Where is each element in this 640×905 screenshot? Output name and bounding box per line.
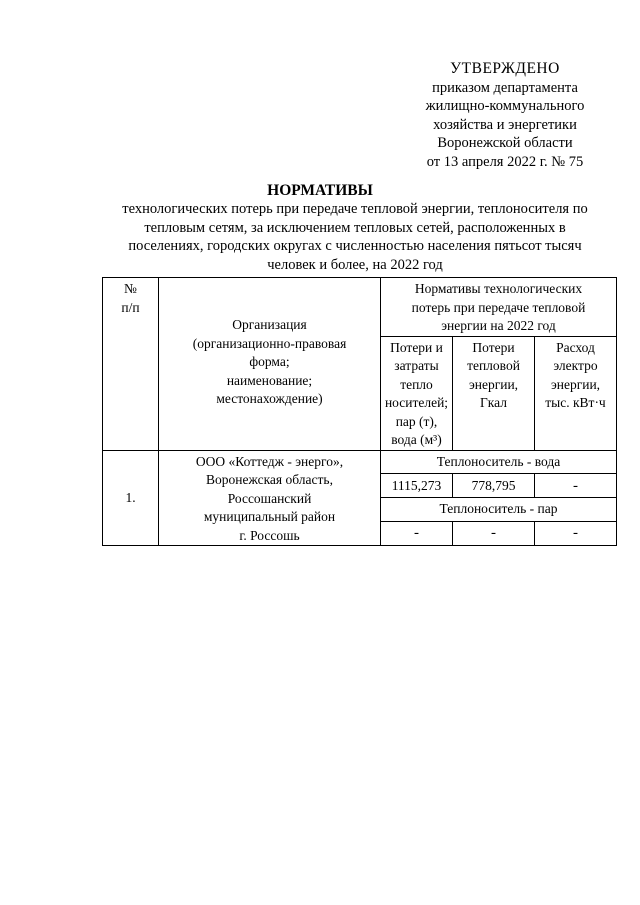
approval-line: хозяйства и энергетики bbox=[433, 116, 577, 133]
subheader-line: вода (м³) bbox=[391, 432, 442, 447]
steam-coolant-losses-value: - bbox=[381, 522, 453, 546]
header-norms-line: энергии на 2022 год bbox=[441, 318, 556, 333]
steam-electricity-value: - bbox=[535, 522, 617, 546]
approval-line: приказом департамента bbox=[432, 79, 578, 96]
subheader-line: тыс. кВт·ч bbox=[545, 395, 606, 410]
document-title: НОРМАТИВЫ bbox=[267, 182, 373, 199]
subheader-line: пар (т), bbox=[395, 413, 438, 429]
subheader-line: электро bbox=[553, 358, 598, 373]
header-organization-cell bbox=[159, 278, 381, 451]
water-coolant-losses-value: 1115,273 bbox=[381, 474, 453, 498]
approval-line: жилищно-коммунального bbox=[425, 98, 585, 114]
subheader-line: энергии, bbox=[550, 376, 601, 392]
org-line: Воронежская область, bbox=[206, 472, 333, 487]
steam-heat-losses-value: - bbox=[453, 522, 535, 546]
subheader-line: энергии, bbox=[468, 376, 519, 392]
approval-line: Воронежской области bbox=[437, 135, 573, 151]
header-org-line: (организационно-правовая bbox=[192, 335, 347, 351]
document-subtitle bbox=[100, 200, 610, 274]
coolant-water-label: Теплоноситель - вода bbox=[381, 450, 617, 474]
coolant-steam-label: Теплоноситель - пар bbox=[381, 498, 617, 522]
subheader-line: Гкал bbox=[479, 395, 507, 410]
approval-block bbox=[395, 60, 615, 171]
table-header-row bbox=[103, 278, 617, 337]
header-org-line: местонахождение) bbox=[216, 391, 323, 406]
header-org-line: наименование; bbox=[226, 372, 313, 388]
norms-table bbox=[102, 277, 617, 546]
subtitle-line: поселениях, городских округах с численностью населения пятьсот тысяч bbox=[128, 238, 582, 255]
water-heat-losses-value: 778,795 bbox=[453, 474, 535, 498]
subheader-line: Потери bbox=[472, 339, 515, 355]
subtitle-line: технологических потерь при передаче тепловой энергии, теплоносителя по bbox=[122, 201, 588, 217]
header-heat-losses-cell bbox=[453, 336, 535, 450]
header-number-cell bbox=[103, 278, 159, 451]
subheader-line: тепло bbox=[400, 376, 433, 392]
table-row bbox=[103, 450, 617, 474]
approval-header: УТВЕРЖДЕНО bbox=[450, 60, 560, 77]
header-norms-line: Нормативы технологических bbox=[414, 281, 583, 296]
subheader-line: Расход bbox=[556, 339, 595, 355]
header-norms-cell bbox=[381, 278, 617, 337]
row-number-cell: 1. bbox=[103, 450, 159, 546]
water-electricity-value: - bbox=[535, 474, 617, 498]
header-number-symbol: № bbox=[124, 281, 137, 296]
row-organization-cell bbox=[159, 450, 381, 546]
org-line: муниципальный район bbox=[203, 509, 336, 524]
org-line: г. Россошь bbox=[239, 527, 300, 543]
header-coolant-losses-cell bbox=[381, 336, 453, 450]
header-org-line: форма; bbox=[249, 354, 290, 369]
header-org-line: Организация bbox=[232, 317, 307, 332]
approval-line: от 13 апреля 2022 г. № 75 bbox=[426, 153, 584, 170]
subheader-line: затраты bbox=[394, 358, 439, 373]
org-line: ООО «Коттедж - энерго», bbox=[195, 453, 344, 469]
header-electricity-cell bbox=[535, 336, 617, 450]
header-norms-line: потерь при передаче тепловой bbox=[411, 299, 586, 315]
subtitle-line: человек и более, на 2022 год bbox=[267, 256, 443, 273]
subheader-line: тепловой bbox=[467, 358, 520, 373]
subheader-line: Потери и bbox=[390, 339, 443, 355]
header-number-abbr: п/п bbox=[121, 299, 140, 315]
subheader-line: носителей; bbox=[384, 395, 449, 410]
subtitle-line: тепловым сетям, за исключением тепловых сетей, расположенных в bbox=[144, 219, 566, 236]
org-line: Россошанский bbox=[227, 490, 312, 506]
